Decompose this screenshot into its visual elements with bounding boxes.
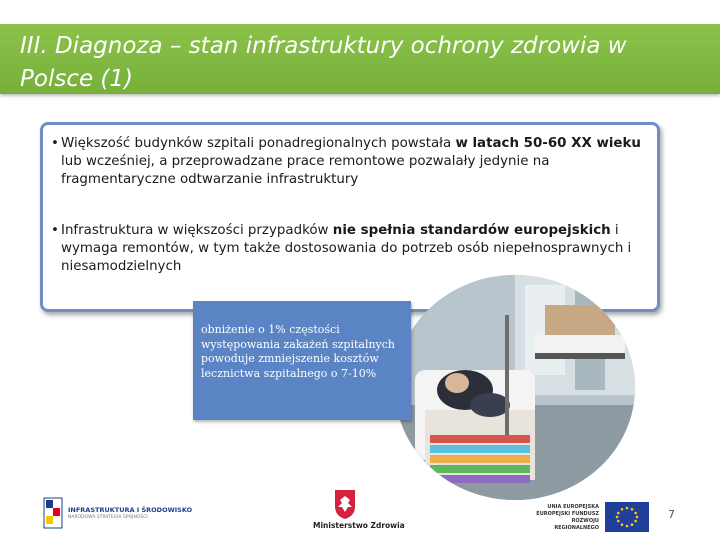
bullet-text: lub wcześniej, a przeprowadzane prace remontowe pozwalały jedynie na fragmentaryczne odtwarzanie infrastruktury [61,154,550,187]
eu-stars-icon [605,502,649,532]
hospital-photo [395,275,635,500]
logo-unia-europejska [525,500,650,534]
bullet-bold-text: w latach 50-60 XX wieku [455,136,641,151]
logo-infrastruktura [40,496,200,530]
page-number: 7 [668,508,675,521]
logo-ministerstwo-zdrowia [305,488,405,533]
logo-eu-text [527,504,599,532]
nss-flag-logo-icon [40,496,66,530]
slide-title: III. Diagnoza – stan infrastruktury ochrony zdrowia w Polsce (1) [20,33,627,92]
bullet-item-2 [51,222,649,276]
logo-eu-line: EUROPEJSKI FUNDUSZ [536,511,599,517]
bullet-bold-text: nie spełnia standardów europejskich [332,223,611,238]
bullet-marker: • [51,136,59,151]
callout-text: obniżenie o 1% częstości występowania zakażeń szpitalnych powoduje zmniejszenie kosztów lecznictwa szpitalnego o 7-10% [201,323,396,380]
logo-ministerstwo-text: Ministerstwo Zdrowia [313,521,405,530]
logo-eu-line: ROZWOJU REGIONALNEGO [554,518,599,531]
bullet-text: Większość budynków szpitali ponadregionalnych powstała [61,136,456,151]
polish-eagle-emblem-icon [305,488,385,520]
logo-infrastruktura-text: INFRASTRUKTURA I ŚRODOWISKO [68,506,193,514]
bullet-text: Infrastruktura w większości przypadków [61,223,333,238]
bullet-marker: • [51,223,59,238]
callout-box [193,301,411,420]
hospital-photo-illustration [395,275,635,500]
logo-eu-line: UNIA EUROPEJSKA [547,504,599,510]
bullet-item-1 [51,135,649,189]
eu-flag-icon [605,502,649,532]
bullet-text: i wymaga remontów, w tym także dostosowania do potrzeb osób niepełnosprawnych i niesamodzielnych [61,223,632,274]
logo-infrastruktura-subtext: NARODOWA STRATEGIA SPÓJNOŚCI [68,515,148,520]
